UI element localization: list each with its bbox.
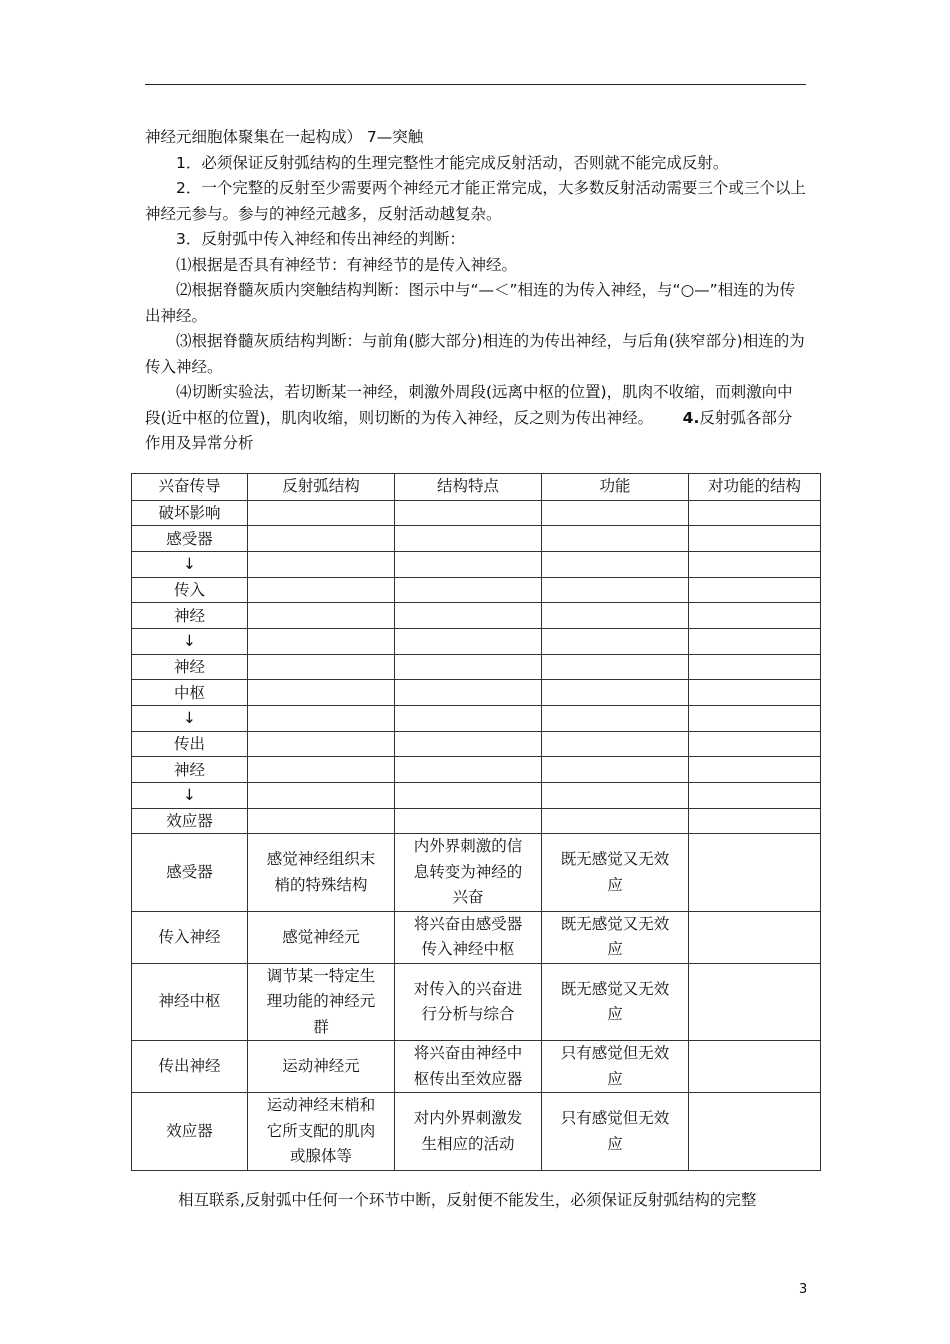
table-cell: 感受器 — [132, 834, 248, 912]
table-row — [132, 911, 821, 963]
table-header: 兴奋传导 — [132, 474, 248, 501]
paragraph-text: ⑷切断实验法，若切断某一神经，刺激外周段(远离中枢的位置)，肌肉不收缩，而刺激向中段(近中枢的位置)，肌肉收缩，则切断的为传入神经，反之则为传出神经。 — [145, 383, 793, 427]
table-cell — [689, 1041, 821, 1093]
table-cell — [689, 1093, 821, 1171]
table-cell: 感受器 — [132, 526, 248, 552]
arrow-down-icon: ↓ — [132, 783, 248, 809]
table-cell: 只有感觉但无效应 — [542, 1093, 689, 1171]
table-row — [132, 706, 821, 732]
paragraph: 神经元细胞体聚集在一起构成） 7—突触 — [145, 128, 424, 146]
table-row — [132, 963, 821, 1041]
table-cell — [689, 963, 821, 1041]
table-cell: 运动神经末梢和它所支配的肌肉或腺体等 — [248, 1093, 395, 1171]
paragraph: ⑴根据是否具有神经节：有神经节的是传入神经。 — [176, 255, 518, 274]
table-cell: 运动神经元 — [248, 1041, 395, 1093]
table-cell: 感觉神经组织末梢的特殊结构 — [248, 834, 395, 912]
section-number: 4. — [682, 408, 700, 427]
table-cell: 既无感觉又无效应 — [542, 911, 689, 963]
arrow-down-icon: ↓ — [132, 551, 248, 577]
table-header: 结构特点 — [395, 474, 542, 501]
table-row — [132, 526, 821, 552]
table-header-row — [132, 474, 821, 501]
table-row — [132, 834, 821, 912]
header-rule — [145, 84, 806, 85]
table-cell: 感觉神经元 — [248, 911, 395, 963]
table-header: 反射弧结构 — [248, 474, 395, 501]
table-cell: 中枢 — [132, 680, 248, 706]
table-cell: 传入 — [132, 577, 248, 603]
table-cell: 只有感觉但无效应 — [542, 1041, 689, 1093]
table-row — [132, 680, 821, 706]
table-cell: 传入神经 — [132, 911, 248, 963]
table-row — [132, 654, 821, 680]
table-row — [132, 500, 821, 526]
table-row — [132, 603, 821, 629]
table-row — [132, 551, 821, 577]
table-row — [132, 1093, 821, 1171]
table-header: 对功能的结构 — [689, 474, 821, 501]
table-row — [132, 757, 821, 783]
paragraph: 1．必须保证反射弧结构的生理完整性才能完成反射活动，否则就不能完成反射。 — [176, 153, 729, 172]
table-cell: 对传入的兴奋进行分析与综合 — [395, 963, 542, 1041]
paragraph: 3．反射弧中传入神经和传出神经的判断： — [176, 230, 465, 248]
table-cell: 既无感觉又无效应 — [542, 963, 689, 1041]
body-text — [145, 125, 807, 457]
table-row — [132, 628, 821, 654]
arrow-down-icon: ↓ — [132, 628, 248, 654]
table-cell: 效应器 — [132, 1093, 248, 1171]
table-row — [132, 808, 821, 834]
table-cell: 神经 — [132, 757, 248, 783]
table-row — [132, 731, 821, 757]
paragraph: ⑶根据脊髓灰质结构判断：与前角(膨大部分)相连的为传出神经，与后角(狭窄部分)相连的为传入神经。 — [145, 332, 805, 376]
table-cell: 将兴奋由神经中枢传出至效应器 — [395, 1041, 542, 1093]
table-cell — [689, 834, 821, 912]
table-cell: 神经 — [132, 654, 248, 680]
footer-text: 相互联系,反射弧中任何一个环节中断，反射便不能发生，必须保证反射弧结构的完整 — [178, 1191, 757, 1209]
table-cell: 效应器 — [132, 808, 248, 834]
table-cell: 传出 — [132, 731, 248, 757]
table-cell: 既无感觉又无效应 — [542, 834, 689, 912]
table-row — [132, 783, 821, 809]
paragraph: 2．一个完整的反射至少需要两个神经元才能正常完成，大多数反射活动需要三个或三个以上神经元参与。参与的神经元越多，反射活动越复杂。 — [145, 179, 806, 223]
reflex-arc-table — [131, 473, 821, 1171]
table-cell: 将兴奋由感受器传入神经中枢 — [395, 911, 542, 963]
page-number: 3 — [799, 1282, 808, 1297]
table-header: 功能 — [542, 474, 689, 501]
arrow-down-icon: ↓ — [132, 706, 248, 732]
table-cell: 神经 — [132, 603, 248, 629]
section-heading: 反射弧各部分作用及异常分析 — [145, 408, 793, 452]
table-cell: 神经中枢 — [132, 963, 248, 1041]
table-cell: 调节某一特定生理功能的神经元群 — [248, 963, 395, 1041]
paragraph — [145, 380, 807, 457]
table-row — [132, 577, 821, 603]
table-row — [132, 1041, 821, 1093]
table-cell: 传出神经 — [132, 1041, 248, 1093]
table-cell — [689, 911, 821, 963]
table-cell: 对内外界刺激发生相应的活动 — [395, 1093, 542, 1171]
table-cell: 内外界刺激的信息转变为神经的兴奋 — [395, 834, 542, 912]
paragraph: ⑵根据脊髓灰质内突触结构判断：图示中与“—＜”相连的为传入神经，与“○—”相连的为传出神经。 — [145, 281, 796, 325]
table-cell: 破坏影响 — [132, 500, 248, 526]
